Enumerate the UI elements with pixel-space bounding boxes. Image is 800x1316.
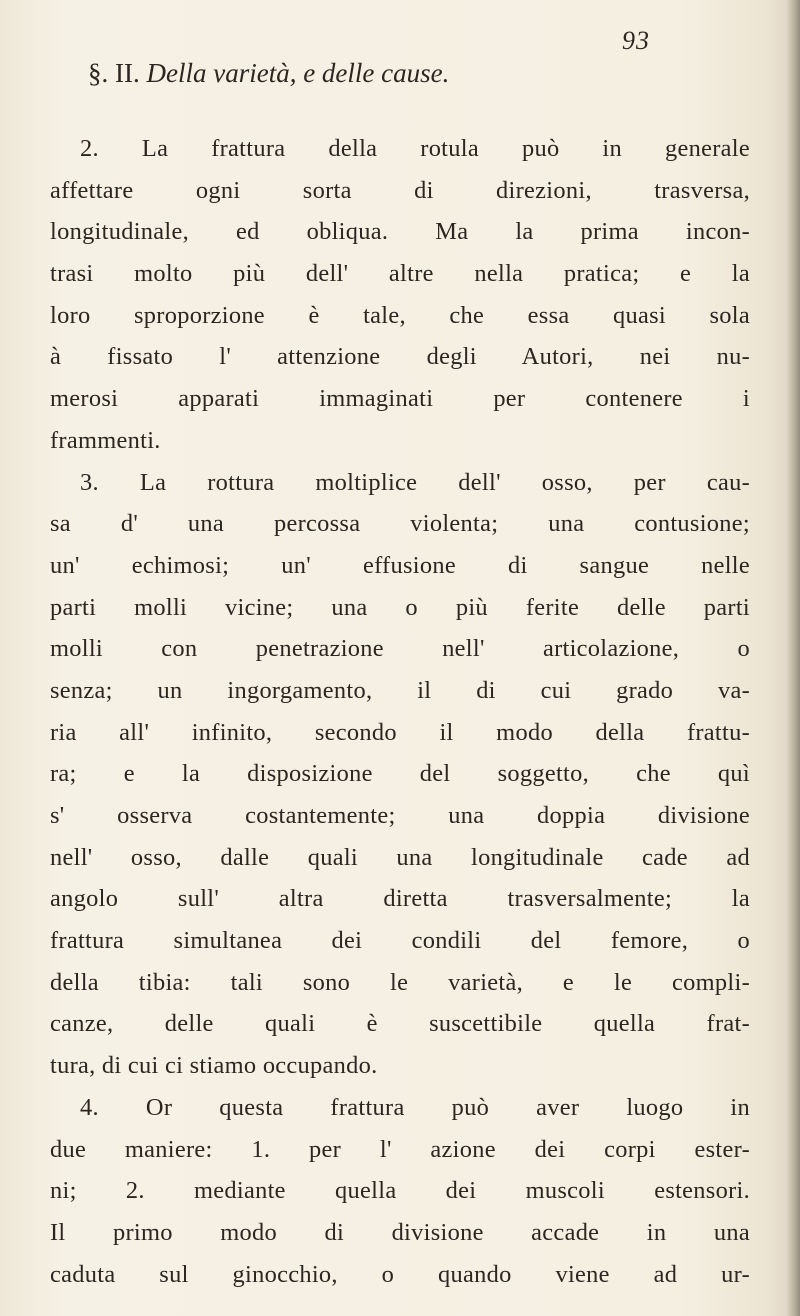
text-line: tura, di cui ci stiamo occupando. (50, 1052, 378, 1080)
text-line: angolo sull' altra diretta trasversalmente; la (50, 885, 750, 913)
text-line: 2. La frattura della rotula può in generale (80, 135, 750, 162)
running-head-title: Della varietà, e delle cause. (146, 58, 450, 88)
text-line: 3. La rottura moltiplice dell' osso, per cau- (80, 468, 750, 496)
page-number: 93 (622, 26, 650, 55)
text-line: canze, delle quali è suscettibile quella frat- (50, 1010, 750, 1038)
text-line: un' echimosi; un' effusione di sangue nelle (50, 551, 750, 579)
text-line: à fissato l' attenzione degli Autori, nei nu- (50, 343, 750, 371)
text-line: frattura simultanea dei condili del femore, o (50, 927, 750, 955)
text-line: nell' osso, dalle quali una longitudinale cade ad (50, 843, 750, 871)
page-edge-shadow (786, 0, 800, 1316)
text-line: frammenti. (50, 426, 161, 454)
text-line: senza; un ingorgamento, il di cui grado va- (50, 676, 750, 704)
text-line: 4. Or questa frattura può aver luogo in (80, 1093, 750, 1121)
text-line: merosi apparati immaginati per contenere i (50, 385, 750, 413)
text-line: s' osserva costantemente; una doppia divisione (50, 802, 750, 829)
text-line: della tibia: tali sono le varietà, e le compli- (50, 968, 750, 996)
text-line: ra; e la disposizione del soggetto, che quì (50, 760, 750, 788)
text-line: trasi molto più dell' altre nella pratica; e la (50, 260, 750, 288)
text-line: ni; 2. mediante quella dei muscoli estensori. (50, 1177, 750, 1205)
text-line: sa d' una percossa violenta; una contusione; (50, 510, 750, 538)
text-line: Il primo modo di divisione accade in una (50, 1218, 750, 1246)
text-line: loro sproporzione è tale, che essa quasi sola (50, 301, 750, 329)
text-line: molli con penetrazione nell' articolazione, o (50, 635, 750, 663)
running-head-section: §. II. (88, 58, 140, 88)
text-line: affettare ogni sorta di direzioni, trasversa, (50, 176, 750, 204)
body-text (50, 128, 750, 1295)
text-line: caduta sul ginocchio, o quando viene ad ur- (50, 1260, 750, 1288)
running-head (88, 58, 688, 89)
text-line: longitudinale, ed obliqua. Ma la prima incon- (50, 218, 750, 246)
text-line: due maniere: 1. per l' azione dei corpi ester- (50, 1135, 750, 1163)
text-line: parti molli vicine; una o più ferite delle parti (50, 593, 750, 621)
text-line: ria all' infinito, secondo il modo della frattu- (50, 718, 750, 746)
